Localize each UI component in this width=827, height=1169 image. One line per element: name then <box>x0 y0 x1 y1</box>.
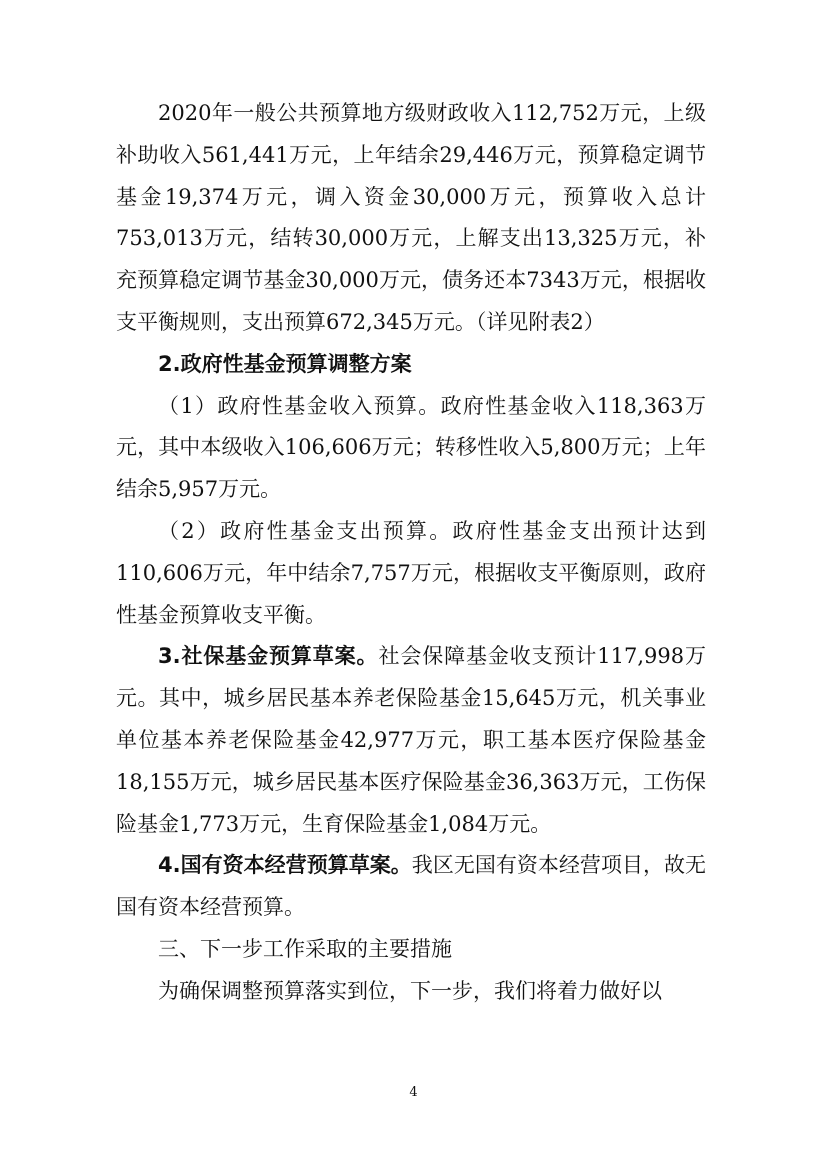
state-capital-lead: 4.国有资本经营预算草案。 <box>158 853 412 878</box>
fund-expense-paragraph: （2）政府性基金支出预算。政府性基金支出预计达到110,606万元，年中结余7,757万元，根据收支平衡原则，政府性基金预算收支平衡。 <box>116 518 706 627</box>
fund-income-paragraph: （1）政府性基金收入预算。政府性基金收入118,363万元，其中本级收入106,606万元；转移性收入5,800万元；上年结余5,957万元。 <box>116 393 706 502</box>
document-body <box>116 93 706 1013</box>
section-three-heading: 三、下一步工作采取的主要措施 <box>158 936 452 961</box>
fund-budget-heading: 2.政府性基金预算调整方案 <box>158 351 412 376</box>
state-capital-paragraph <box>116 845 706 929</box>
page-number: 4 <box>409 1085 418 1100</box>
state-capital-body: 我区无国有资本经营项目，故无国有资本经营预算。 <box>116 853 707 920</box>
next-steps-paragraph: 为确保调整预算落实到位，下一步，我们将着力做好以 <box>158 978 662 1003</box>
social-fund-body: 社会保障基金收支预计117,998万元。其中，城乡居民基本养老保险基金15,645万元，机关事业单位基本养老保险基金42,977万元，职工基本医疗保险基金18,155万元，城乡居民基本医疗保险基金36,363万元，工伤保险基金1,773万元，生育保险基金1,084万元。 <box>116 644 707 836</box>
general-budget-paragraph: 2020年一般公共预算地方级财政收入112,752万元，上级补助收入561,441万元，上年结余29,446万元，预算稳定调节基金19,374万元，调入资金30,000万元，预算收入总计753,013万元，结转30,000万元，上解支出13,325万元，补充预算稳定调节基金30,000万元，债务还本7343万元，根据收支平衡规则，支出预算672,345万元。（详见附表2） <box>116 101 706 334</box>
social-fund-lead: 3.社保基金预算草案。 <box>158 644 379 669</box>
social-fund-paragraph <box>116 636 706 845</box>
